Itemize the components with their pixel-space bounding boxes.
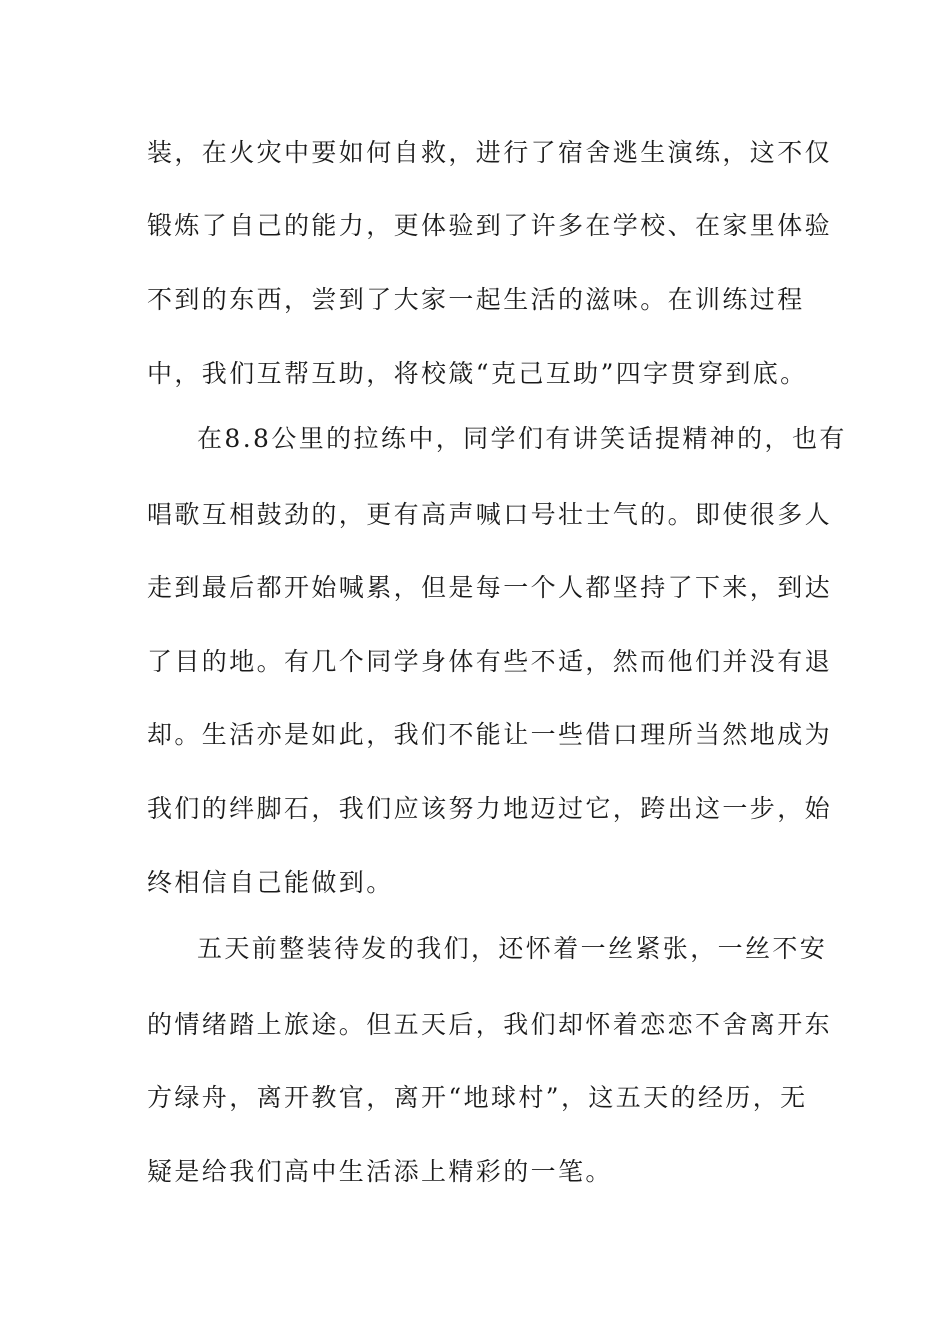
paragraph-first-line: 在8.8公里的拉练中，同学们有讲笑话提精神的，也有 [197,424,847,453]
text-line: 锻炼了自己的能力，更体验到了许多在学校、在家里体验 [147,211,833,240]
text-line: 了目的地。有几个同学身体有些不适，然而他们并没有退 [147,647,833,676]
text-line: 疑是给我们高中生活添上精彩的一笔。 [147,1157,613,1186]
text-line: 的情绪踏上旅途。但五天后，我们却怀着恋恋不舍离开东 [147,1010,833,1039]
text-line: 走到最后都开始喊累，但是每一个人都坚持了下来，到达 [147,573,833,602]
text-line: 却。生活亦是如此，我们不能让一些借口理所当然地成为 [147,720,833,749]
text-line: 中，我们互帮互助，将校箴“克己互助”四字贯穿到底。 [147,359,808,388]
text-line: 装，在火灾中要如何自救，进行了宿舍逃生演练，这不仅 [147,138,833,167]
paragraph-first-line: 五天前整装待发的我们，还怀着一丝紧张，一丝不安 [197,934,828,963]
text-line: 方绿舟，离开教官，离开“地球村”，这五天的经历，无 [147,1083,808,1112]
text-line: 终相信自己能做到。 [147,868,394,897]
text-line: 我们的绊脚石，我们应该努力地迈过它，跨出这一步，始 [147,794,833,823]
text-line: 唱歌互相鼓劲的，更有高声喊口号壮士气的。即使很多人 [147,500,833,529]
text-line: 不到的东西，尝到了大家一起生活的滋味。在训练过程 [147,285,805,314]
